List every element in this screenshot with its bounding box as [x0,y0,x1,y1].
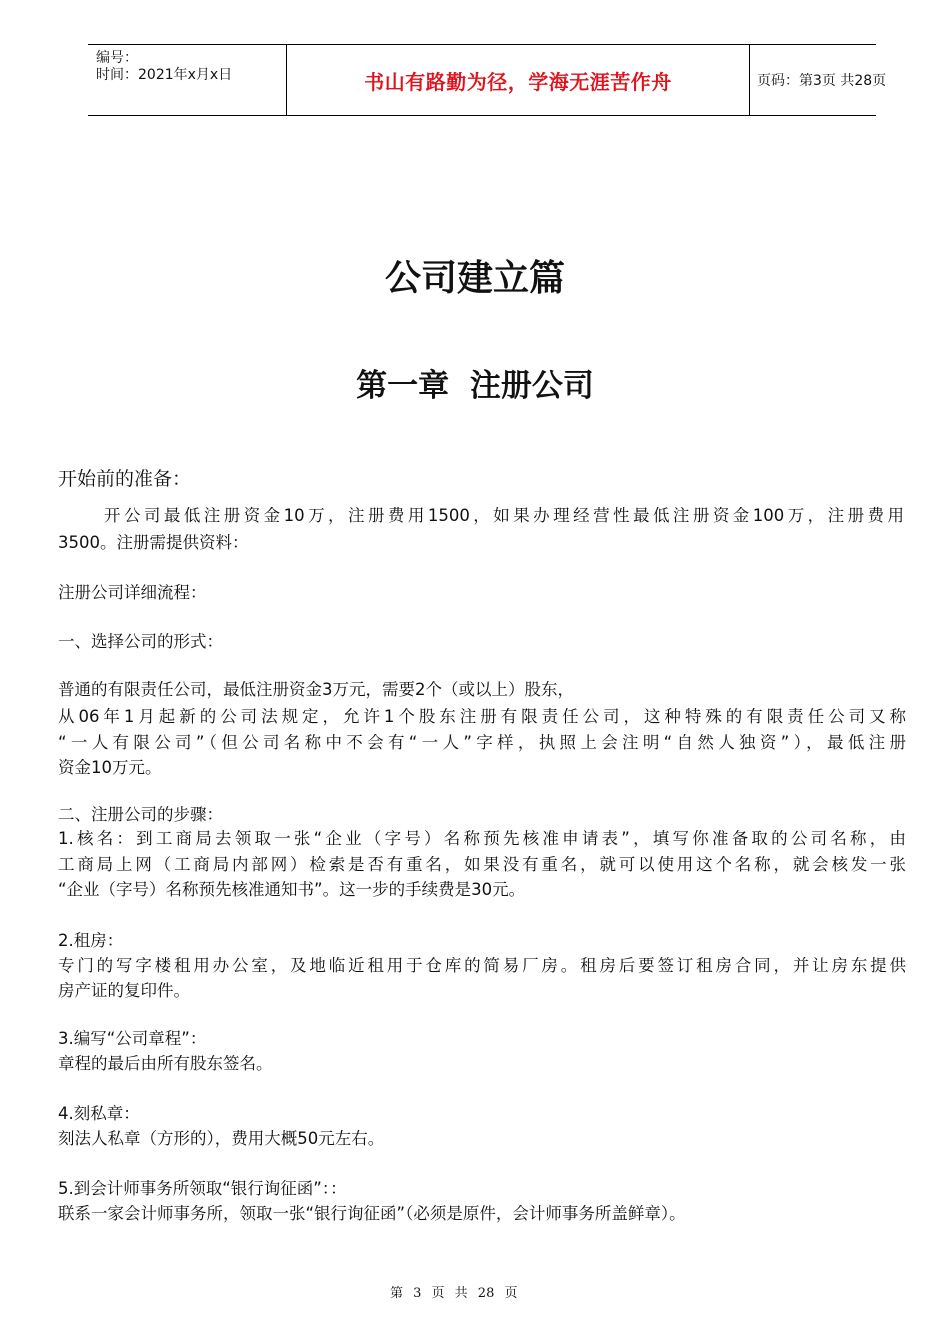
step-text-line: 章程的最后由所有股东签名。 [58,1054,273,1073]
step-text-line: 专门的写字楼租用办公室，及地临近租用于仓库的简易厂房。租房后要签订租房合同，并让房东提供 [58,956,906,975]
page-header [88,44,887,116]
section-text-line: 从06年1月起新的公司法规定，允许1个股东注册有限责任公司，这种特殊的有限责任公司又称 [58,707,906,726]
header-motto-cell [286,45,750,115]
step-heading: 4.刻私章： [58,1104,140,1123]
step-heading: 5.到会计师事务所领取“银行询征函”：： [58,1179,347,1198]
detail-heading: 注册公司详细流程： [58,583,207,602]
step-text-line: 1.核名：到工商局去领取一张“企业（字号）名称预先核准申请表”，填写你准备取的公司名称，由 [58,829,906,848]
section-text-line: 资金10万元。 [58,758,162,777]
header-left-cell [88,45,286,115]
prep-paragraph-line: 开公司最低注册资金10万，注册费用1500，如果办理经营性最低注册资金100万，注册费用 [104,506,904,525]
step-text-line: 刻法人私章（方形的），费用大概50元左右。 [58,1129,385,1148]
chapter-title: 第一章 注册公司 [356,368,594,404]
step-text-line: 工商局上网（工商局内部网）检索是否有重名，如果没有重名，就可以使用这个名称，就会核发一张 [58,855,906,874]
part-title: 公司建立篇 [384,258,565,299]
step-text-line: 联系一家会计师事务所，领取一张“银行询征函”（必须是原件，会计师事务所盖鲜章）。 [58,1204,686,1223]
prep-heading: 开始前的准备： [58,468,192,490]
step-heading: 2.租房： [58,931,124,950]
page-footer: 第 3 页 共 28 页 [390,1286,518,1301]
header-time: 时间：2021年x月x日 [96,67,233,83]
header-page-code: 页码：第3页 共28页 [757,73,887,89]
step-text-line: 房产证的复印件。 [58,981,190,1000]
section-heading: 一、选择公司的形式： [58,632,223,651]
section-text-line: 普通的有限责任公司，最低注册资金3万元，需要2个（或以上）股东， [58,680,574,699]
section-text-line: “一人有限公司”（但公司名称中不会有“一人”字样，执照上会注明“自然人独资”），最低注册 [58,733,906,752]
section-heading: 二、注册公司的步骤： [58,805,223,824]
header-number-label: 编号： [96,50,138,66]
step-text-line: “企业（字号）名称预先核准通知书”。这一步的手续费是30元。 [58,880,526,899]
step-heading: 3.编写“公司章程”： [58,1029,207,1048]
header-motto: 书山有路勤为径，学海无涯苦作舟 [364,69,672,94]
prep-paragraph-line: 3500。注册需提供资料： [58,533,249,552]
